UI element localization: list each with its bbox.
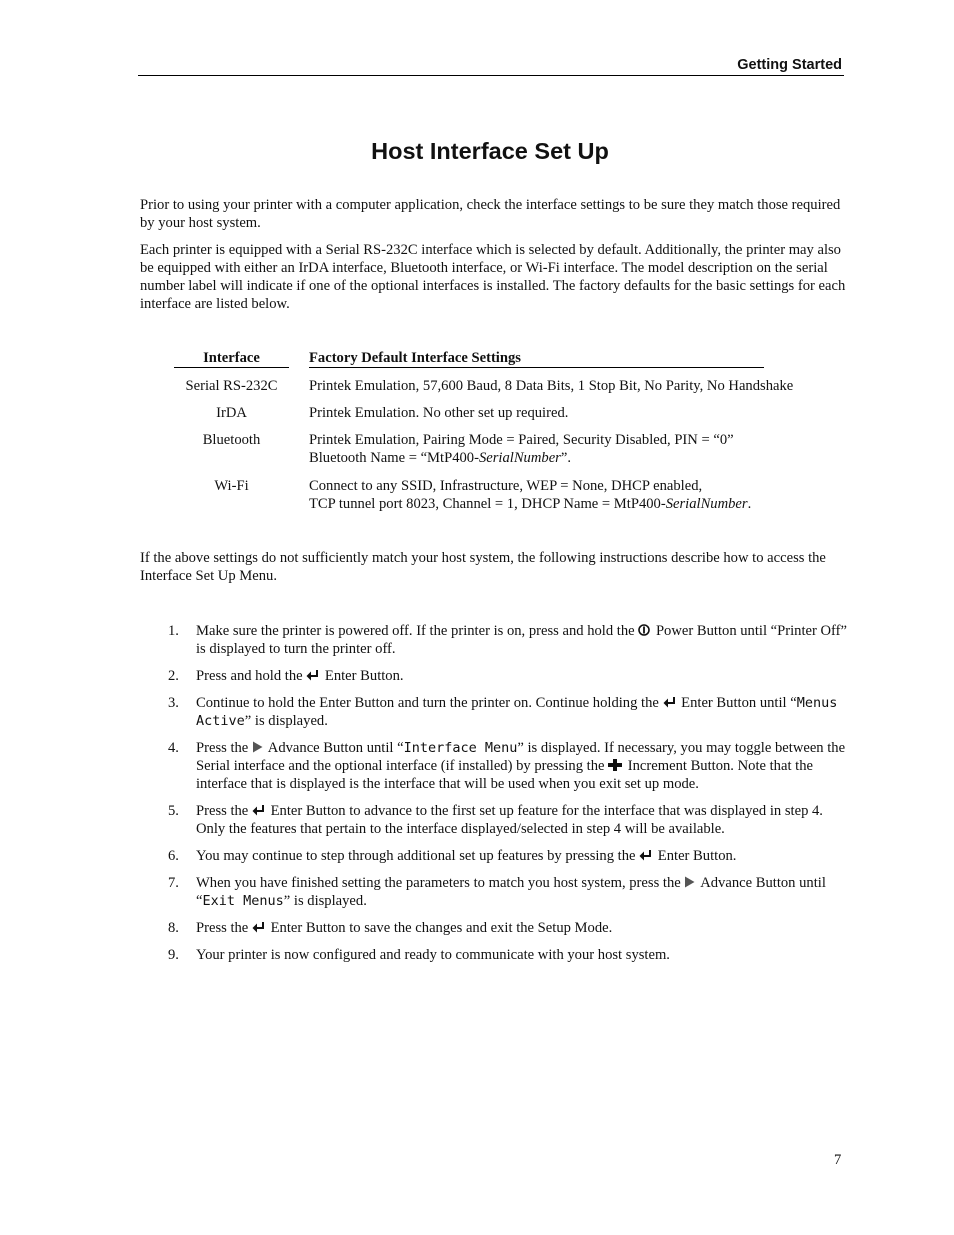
enter-icon (663, 696, 676, 708)
list-item: 5. Press the Enter Button to advance to the first set up feature for the interface that was displayed in step 4. Only the features that pertain to the interface displayed/selected in step 4 will be available. (168, 803, 823, 837)
list-item: 9. Your printer is now configured and ready to communicate with your host system. (168, 947, 670, 963)
setup-steps-list (140, 622, 850, 973)
interface-settings: Printek Emulation. No other set up required. (309, 405, 569, 421)
list-item: 2. Press and hold the Enter Button. (168, 668, 404, 684)
interface-name: Serial RS-232C (185, 378, 278, 394)
interface-name: Wi-Fi (214, 478, 249, 494)
plus-icon (608, 759, 622, 771)
enter-icon (252, 804, 265, 816)
settings-line: TCP tunnel port 8023, Channel = 1, DHCP Name = MtP400-SerialNumber. (309, 496, 752, 512)
advance-icon (252, 741, 263, 753)
interface-settings: Printek Emulation, 57,600 Baud, 8 Data Bits, 1 Stop Bit, No Parity, No Handshake (309, 378, 794, 394)
interface-name: Bluetooth (202, 432, 261, 448)
table-header-settings: Factory Default Interface Settings (309, 350, 764, 368)
interface-settings (309, 477, 849, 513)
intro-paragraph-1: Prior to using your printer with a computer application, check the interface settings to be sure they match those required by your host system. (140, 197, 841, 231)
list-item: 1. Make sure the printer is powered off. If the printer is on, press and hold the Power Button until “Printer Off” is displayed to turn the printer off. (168, 623, 847, 657)
enter-icon (306, 669, 319, 681)
page-header (138, 56, 844, 76)
interface-name: IrDA (216, 405, 247, 421)
power-icon (638, 624, 650, 636)
page-number: 7 (834, 1152, 842, 1168)
section-title: Getting Started (737, 57, 842, 73)
list-item: 3. Continue to hold the Enter Button and turn the printer on. Continue holding the Enter Button until “Menus Active” is displayed. (168, 695, 838, 729)
interface-settings (309, 431, 849, 467)
list-item: 7. When you have finished setting the parameters to match you host system, press the Advance Button until “Exit Menus” is displayed. (168, 875, 826, 909)
settings-line: Connect to any SSID, Infrastructure, WEP = None, DHCP enabled, (309, 478, 703, 494)
list-item: 6. You may continue to step through additional set up features by pressing the Enter Button. (168, 848, 737, 864)
enter-icon (252, 921, 265, 933)
settings-line: Printek Emulation, Pairing Mode = Paired, Security Disabled, PIN = “0” (309, 432, 734, 448)
advance-icon (684, 876, 695, 888)
instructions-intro: If the above settings do not sufficiently match your host system, the following instructions describe how to access the Interface Set Up Menu. (140, 550, 826, 584)
enter-icon (639, 849, 652, 861)
settings-line: Bluetooth Name = “MtP400-SerialNumber”. (309, 450, 571, 466)
page-title: Host Interface Set Up (371, 138, 609, 164)
intro-paragraph-2: Each printer is equipped with a Serial RS-232C interface which is selected by default. Additionally, the printer may also be equipped with either an IrDA interface, Bluetooth interface, or Wi-Fi interface. The model description on the serial number label will indicate if one of the optional interfaces is installed. The factory defaults for the basic settings for each interface are listed below. (140, 242, 846, 312)
table-header-interface: Interface (174, 350, 289, 368)
list-item: 8. Press the Enter Button to save the changes and exit the Setup Mode. (168, 920, 613, 936)
list-item: 4. Press the Advance Button until “Interface Menu” is displayed. If necessary, you may toggle between the Serial interface and the optional interface (if installed) by pressing the Increment Button. Note that the interface that is displayed is the interface that will be used when you exit set up mode. (168, 740, 846, 792)
